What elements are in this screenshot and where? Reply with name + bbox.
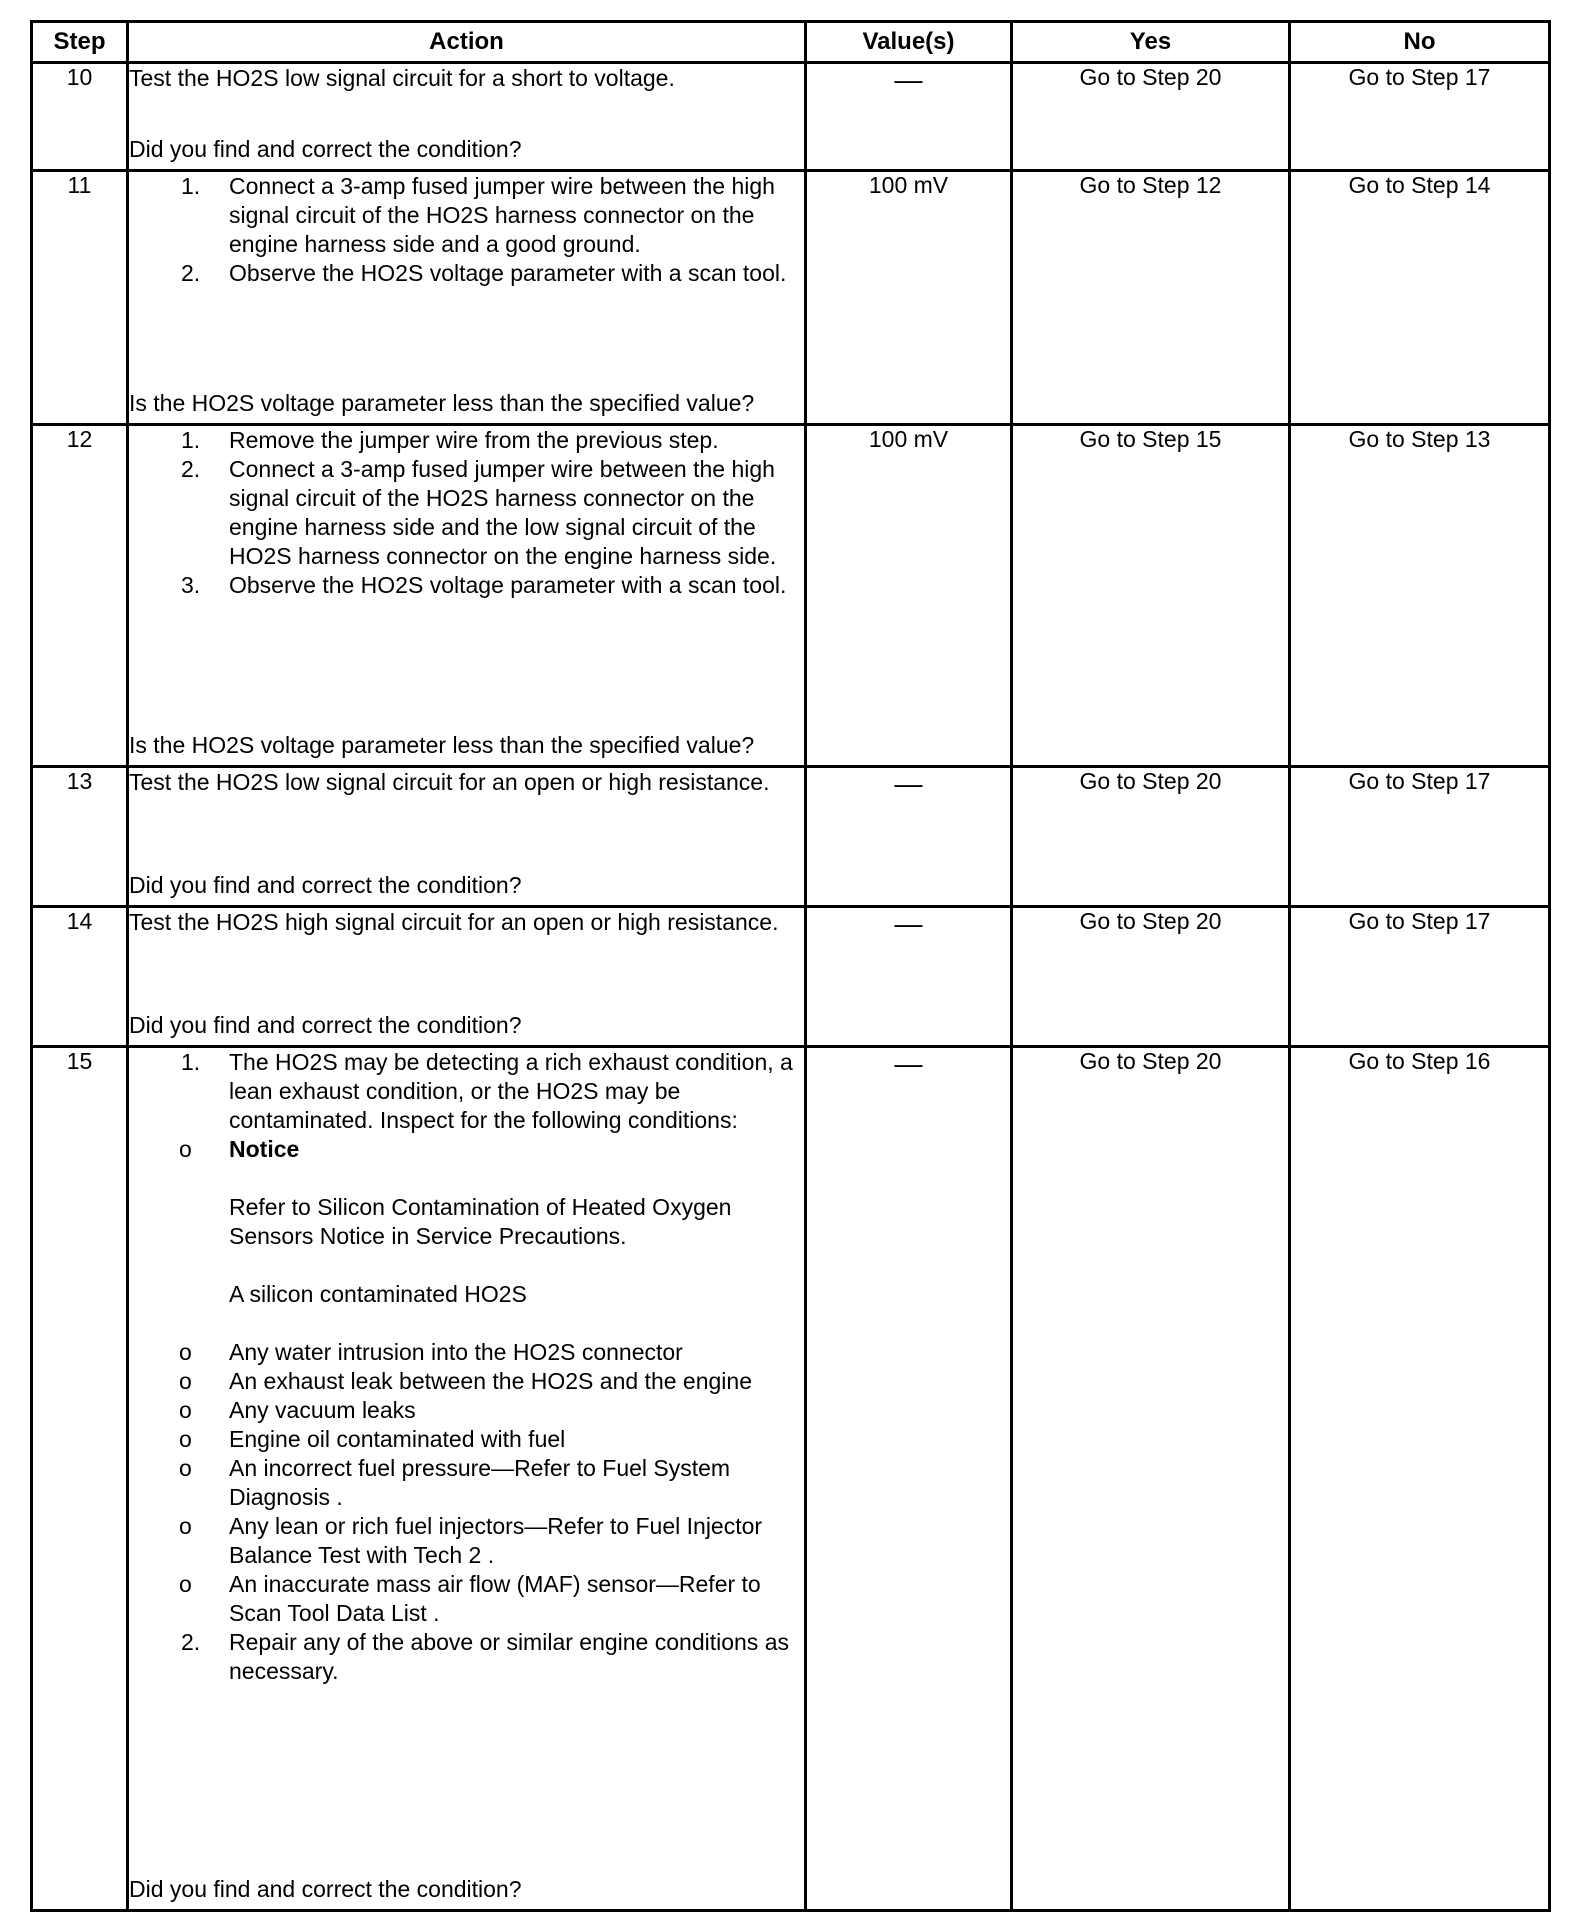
- header-row: [32, 22, 1550, 63]
- list-item: o Engine oil contaminated with fuel: [179, 1426, 566, 1452]
- yes-link[interactable]: Go to Step 20: [1012, 63, 1290, 171]
- table-row: [32, 171, 1550, 425]
- list-item: 1. Connect a 3-amp fused jumper wire between the high signal circuit of the HO2S harness connector on the engine harness side and a good ground.: [181, 173, 775, 257]
- list-item: o An inaccurate mass air flow (MAF) sensor—Refer to Scan Tool Data List .: [179, 1571, 761, 1626]
- step-number: 11: [32, 171, 128, 425]
- yes-link[interactable]: Go to Step 20: [1012, 1047, 1290, 1911]
- no-link[interactable]: Go to Step 14: [1290, 171, 1550, 425]
- list-item: 3. Observe the HO2S voltage parameter with a scan tool.: [181, 572, 787, 598]
- action-text: Test the HO2S low signal circuit for an open or high resistance.: [129, 769, 770, 795]
- value-cell: [806, 63, 1012, 171]
- list-item: 1. Remove the jumper wire from the previous step.: [181, 427, 719, 453]
- value-cell: 100 mV: [806, 425, 1012, 767]
- action-text: Test the HO2S high signal circuit for an open or high resistance.: [129, 909, 779, 935]
- condition-list: [179, 1135, 804, 1628]
- no-link[interactable]: Go to Step 17: [1290, 767, 1550, 907]
- notice-item: o Notice Refer to Silicon Contamination of Heated Oxygen Sensors Notice in Service Precautions. A silicon contaminated HO2S: [129, 1135, 804, 1338]
- list-item: o An exhaust leak between the HO2S and the engine: [179, 1368, 752, 1394]
- step-number: 14: [32, 907, 128, 1047]
- no-link[interactable]: Go to Step 16: [1290, 1047, 1550, 1911]
- value-dash: —: [894, 64, 923, 95]
- step-number: 10: [32, 63, 128, 171]
- question-text: Did you find and correct the condition?: [129, 1012, 522, 1038]
- action-cell: [128, 767, 806, 907]
- header-no: No: [1290, 22, 1550, 63]
- value-dash: —: [894, 1048, 923, 1079]
- question-text: Did you find and correct the condition?: [129, 1876, 522, 1902]
- diagnostic-table: [30, 20, 1551, 1912]
- table-row: [32, 767, 1550, 907]
- table-row: [32, 425, 1550, 767]
- list-item: 1. The HO2S may be detecting a rich exhaust condition, a lean exhaust condition, or the HO2S may be contaminated. Inspect for the following conditions: o Notice Refer to Silicon Contamination of Heated Oxygen Sensors Notice in Service Precautions. A silicon contaminated HO2S o Any water intrusion into the HO2S connector o An exhaust leak between the HO2S and the engine o Any vacuum leaks o Engine oil contaminated with fuel o An incorrect fuel pressure—Refer to Fuel System Diagnosis . o Any lean or rich fuel injectors—Refer to Fuel Injector Balance Test with Tech 2 . o An inaccurate mass air flow (MAF) sensor—Refer to Scan Tool Data List .: [129, 1048, 804, 1628]
- list-item: o An incorrect fuel pressure—Refer to Fuel System Diagnosis .: [179, 1455, 731, 1510]
- list-item: o Any water intrusion into the HO2S connector: [179, 1339, 683, 1365]
- action-cell: [128, 425, 806, 767]
- list-item: 2. Repair any of the above or similar engine conditions as necessary.: [181, 1629, 789, 1684]
- list-item: o Any lean or rich fuel injectors—Refer to Fuel Injector Balance Test with Tech 2 .: [179, 1513, 763, 1568]
- list-item: 2. Connect a 3-amp fused jumper wire between the high signal circuit of the HO2S harness connector on the engine harness side and the low signal circuit of the HO2S harness connector on the engine harness side.: [181, 456, 777, 569]
- action-steps: [129, 172, 804, 288]
- silicon-text: A silicon contaminated HO2S: [229, 1281, 527, 1307]
- action-cell: [128, 907, 806, 1047]
- notice-title: Notice: [229, 1136, 300, 1162]
- yes-link[interactable]: Go to Step 20: [1012, 907, 1290, 1047]
- value-cell: [806, 907, 1012, 1047]
- no-link[interactable]: Go to Step 17: [1290, 907, 1550, 1047]
- action-cell: [128, 171, 806, 425]
- step-number: 13: [32, 767, 128, 907]
- table-row: [32, 63, 1550, 171]
- question-text: Did you find and correct the condition?: [129, 872, 522, 898]
- action-text: Test the HO2S low signal circuit for a short to voltage.: [129, 65, 675, 91]
- yes-link[interactable]: Go to Step 15: [1012, 425, 1290, 767]
- action-steps: [129, 1048, 804, 1686]
- value-cell: 100 mV: [806, 171, 1012, 425]
- yes-link[interactable]: Go to Step 12: [1012, 171, 1290, 425]
- no-link[interactable]: Go to Step 13: [1290, 425, 1550, 767]
- value-dash: —: [894, 768, 923, 799]
- step-number: 15: [32, 1047, 128, 1911]
- step-number: 12: [32, 425, 128, 767]
- value-cell: [806, 767, 1012, 907]
- notice-text: Refer to Silicon Contamination of Heated Oxygen Sensors Notice in Service Precautions.: [229, 1194, 732, 1249]
- value-dash: —: [894, 908, 923, 939]
- question-text: Is the HO2S voltage parameter less than the specified value?: [129, 732, 755, 758]
- header-action: Action: [128, 22, 806, 63]
- table-row: [32, 907, 1550, 1047]
- question-text: Did you find and correct the condition?: [129, 136, 522, 162]
- header-step: Step: [32, 22, 128, 63]
- action-steps: [129, 426, 804, 600]
- table-row: [32, 1047, 1550, 1911]
- no-link[interactable]: Go to Step 17: [1290, 63, 1550, 171]
- header-values: Value(s): [806, 22, 1012, 63]
- value-cell: [806, 1047, 1012, 1911]
- yes-link[interactable]: Go to Step 20: [1012, 767, 1290, 907]
- action-cell: [128, 63, 806, 171]
- action-cell: [128, 1047, 806, 1911]
- list-item: 2. Observe the HO2S voltage parameter with a scan tool.: [181, 260, 787, 286]
- question-text: Is the HO2S voltage parameter less than the specified value?: [129, 390, 755, 416]
- header-yes: Yes: [1012, 22, 1290, 63]
- list-item: o Any vacuum leaks: [179, 1397, 416, 1423]
